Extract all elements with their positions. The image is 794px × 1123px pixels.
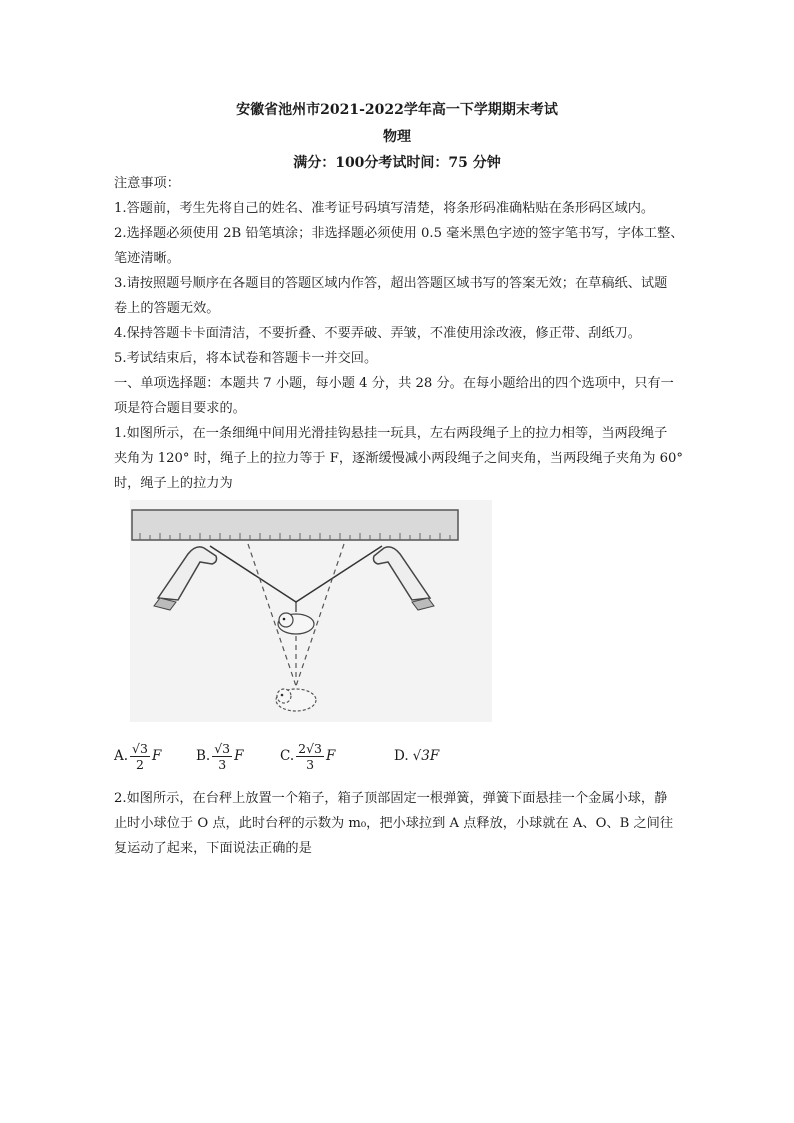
notice-heading: 注意事项： — [114, 176, 180, 191]
question-1-options — [114, 736, 674, 776]
score-time: 满分：100分考试时间：75 分钟 — [293, 155, 501, 171]
option-letter: D. — [394, 748, 409, 764]
fraction-numerator: √3 — [132, 740, 148, 756]
fraction-numerator: √3 — [214, 740, 231, 756]
section-heading-cont: 项是符合题目要求的。 — [114, 401, 246, 416]
option-fraction — [130, 741, 150, 772]
notice-line: 卷上的答题无效。 — [114, 301, 220, 316]
question-1-figure — [130, 500, 492, 722]
fraction-denominator: 3 — [218, 756, 227, 772]
question-2-text: 止时小球位于 O 点，此时台秤的示数为 m₀，把小球拉到 A 点释放，小球就在 A、O、B 之间往 — [114, 816, 674, 831]
question-1-text: 时，绳子上的拉力为 — [114, 476, 233, 491]
option-c[interactable] — [280, 736, 335, 776]
fraction-denominator: 3 — [306, 756, 315, 772]
option-fraction — [212, 741, 232, 772]
option-variable: F — [151, 748, 162, 764]
rope-left — [210, 546, 296, 602]
question-2-text: 2.如图所示，在台秤上放置一个箱子，箱子顶部固定一根弹簧，弹簧下面悬挂一个金属小球，静 — [114, 791, 668, 806]
ruler — [132, 510, 458, 540]
option-variable: F — [326, 748, 336, 764]
option-b[interactable] — [196, 736, 244, 776]
question-2-text: 复运动了起来，下面说法正确的是 — [114, 841, 312, 856]
question-1-text: 1.如图所示，在一条细绳中间用光滑挂钩悬挂一玩具，左右两段绳子上的拉力相等，当两段绳子 — [114, 426, 668, 441]
fraction-numerator: 2√3 — [298, 740, 323, 756]
right-hand — [374, 547, 431, 600]
fraction-denominator: 2 — [136, 756, 144, 772]
notice-line: 2.选择题必须使用 2B 铅笔填涂；非选择题必须使用 0.5 毫米黑色字迹的签字笔书写，字体工整、 — [114, 226, 684, 241]
toy-lower — [276, 689, 316, 711]
notice-line: 3.请按照题号顺序在各题目的答题区域内作答，超出答题区域书写的答案无效；在草稿纸、试题 — [114, 276, 668, 291]
section-heading: 一、单项选择题：本题共 7 小题，每小题 4 分，共 28 分。在每小题给出的四个选项中，只有一 — [114, 376, 674, 391]
question-1-text: 夹角为 120° 时，绳子上的拉力等于 F，逐渐缓慢减小两段绳子之间夹角，当两段绳子夹角为 60° — [114, 451, 683, 466]
notice-line: 1.答题前，考生先将自己的姓名、准考证号码填写清楚，将条形码准确粘贴在条形码区域内。 — [114, 201, 655, 216]
option-letter: C. — [280, 748, 295, 764]
notice-line: 5.考试结束后，将本试卷和答题卡一并交回。 — [114, 351, 378, 366]
notice-line: 笔迹清晰。 — [114, 251, 180, 266]
option-d[interactable] — [394, 736, 439, 776]
option-fraction — [296, 741, 324, 772]
toy-upper — [278, 613, 314, 634]
notice-line: 4.保持答题卡卡面清洁，不要折叠、不要弄破、弄皱，不准使用涂改液，修正带、刮纸刀。 — [114, 326, 641, 341]
option-variable: F — [234, 748, 244, 764]
option-letter: A. — [114, 748, 129, 764]
option-a[interactable] — [114, 736, 161, 776]
option-expression: √3F — [412, 748, 440, 764]
left-hand — [158, 547, 217, 600]
exam-title: 安徽省池州市2021-2022学年高一下学期期末考试 — [236, 102, 558, 118]
option-letter: B. — [196, 748, 211, 764]
subject-title: 物理 — [383, 129, 411, 145]
rope-toy-diagram — [130, 500, 492, 722]
rope-right — [296, 546, 382, 602]
